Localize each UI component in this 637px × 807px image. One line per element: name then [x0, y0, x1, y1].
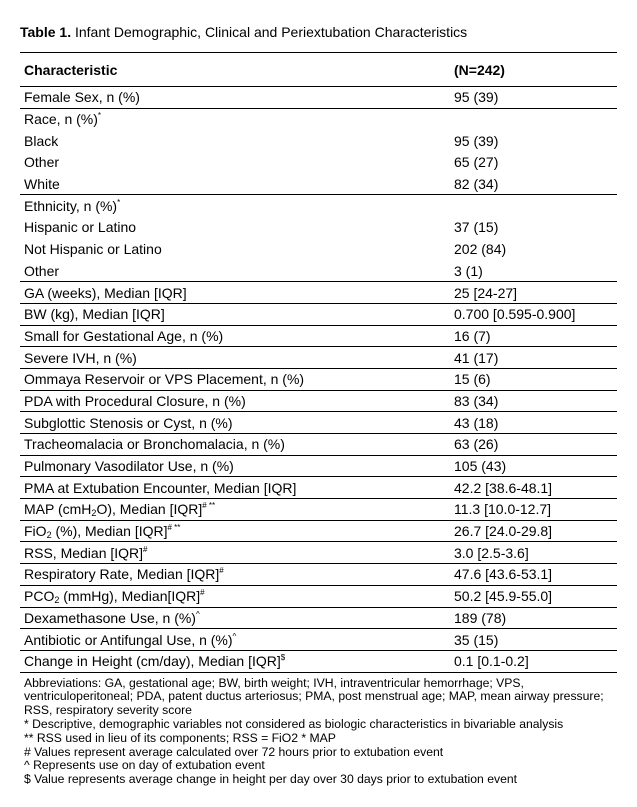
table-row	[20, 585, 617, 607]
row-label-text: Ethnicity, n (%)	[24, 198, 118, 215]
row-value	[450, 108, 617, 130]
row-label-text: Dexamethasone Use, n (%)	[24, 609, 196, 626]
table-row	[20, 499, 617, 521]
row-label	[20, 520, 450, 542]
row-value: 3.0 [2.5-3.6]	[450, 542, 617, 564]
row-label-text: Severe IVH, n (%)	[24, 349, 137, 366]
row-value: 50.2 [45.9-55.0]	[450, 585, 617, 607]
row-footnote-mark: #	[219, 566, 224, 576]
row-label	[20, 390, 450, 412]
row-value: 16 (7)	[450, 325, 617, 347]
row-label-text-rest: (mmHg), Median[IQR]	[59, 588, 201, 605]
row-label-text-rest: O), Median [IQR]	[96, 501, 203, 518]
row-footnote-mark: ^	[195, 609, 200, 619]
row-footnote-mark: #	[200, 588, 205, 598]
row-label-text: MAP (cmH	[24, 501, 92, 518]
row-label-text: GA (weeks), Median [IQR]	[24, 284, 187, 301]
table-row	[20, 347, 617, 369]
row-label-text: BW (kg), Median [IQR]	[24, 306, 165, 323]
table-row	[20, 542, 617, 564]
row-label	[20, 195, 450, 217]
row-label-text: Race, n (%)	[24, 111, 98, 128]
row-label	[20, 477, 450, 499]
table-row	[20, 564, 617, 586]
header-n: (N=242)	[450, 53, 617, 87]
row-value: 202 (84)	[454, 241, 507, 258]
row-label	[20, 108, 450, 130]
row-value: 37 (15)	[454, 219, 499, 236]
row-label-subscript: 2	[91, 508, 97, 519]
row-label	[20, 499, 450, 521]
row-label-text: RSS, Median [IQR]	[24, 544, 144, 561]
row-label	[20, 455, 450, 477]
row-footnote-mark: ^	[232, 631, 237, 641]
table-caption-label: Table 1.	[20, 24, 72, 40]
row-label	[20, 282, 450, 304]
row-label	[20, 434, 450, 456]
footnote-caret: ^ Represents use on day of extubation event	[24, 758, 265, 773]
row-footnote-mark: # **	[167, 523, 181, 533]
row-value: 26.7 [24.0-29.8]	[450, 520, 617, 542]
row-value: 65 (27)	[454, 154, 499, 171]
row-value: 189 (78)	[450, 607, 617, 629]
table-row	[20, 87, 617, 109]
row-value: 95 (39)	[454, 132, 499, 149]
row-value: 42.2 [38.6-48.1]	[450, 477, 617, 499]
characteristics-table	[20, 52, 617, 673]
row-label	[20, 217, 450, 239]
row-label-text: PDA with Procedural Closure, n (%)	[24, 392, 246, 409]
row-label-text: Pulmonary Vasodilator Use, n (%)	[24, 458, 234, 475]
table-body	[20, 87, 617, 673]
row-label	[20, 585, 450, 607]
footnote-abbreviations: Abbreviations: GA, gestational age; BW, birth weight; IVH, intraventricular hemorrhage; VPS, ventriculoperitoneal; PDA, patent ductus arteriosus; PMA, post menstrual age; MAP, mean airway pressure; RSS, respiratory severity score	[24, 675, 604, 718]
row-value: 35 (15)	[450, 629, 617, 651]
row-value: 47.6 [43.6-53.1]	[450, 564, 617, 586]
table-row	[20, 217, 617, 239]
footnote-hash: # Values represent average calculated over 72 hours prior to extubation event	[24, 744, 444, 759]
table-row	[20, 238, 617, 260]
row-label	[20, 368, 450, 390]
row-label-text: Antibiotic or Antifungal Use, n (%)	[24, 631, 233, 648]
table-row	[20, 434, 617, 456]
row-label	[20, 303, 450, 325]
row-label	[20, 412, 450, 434]
footnote-star: * Descriptive, demographic variables not considered as biologic characteristics in bivariable analysis	[24, 716, 564, 731]
row-label-text: Small for Gestational Age, n (%)	[24, 327, 224, 344]
row-label-subscript: 2	[54, 595, 60, 606]
table-caption	[20, 22, 617, 42]
row-value: 63 (26)	[450, 434, 617, 456]
row-value	[450, 195, 617, 217]
row-value: 0.1 [0.1-0.2]	[450, 650, 617, 672]
table-row	[20, 173, 617, 195]
row-value: 25 [24-27]	[450, 282, 617, 304]
row-label	[20, 260, 450, 282]
table-row	[20, 368, 617, 390]
table-row	[20, 607, 617, 629]
table-row	[20, 390, 617, 412]
table-row	[20, 130, 617, 152]
row-label	[20, 650, 450, 672]
row-label	[20, 607, 450, 629]
row-label-subscript: 2	[46, 530, 52, 541]
row-value: 11.3 [10.0-12.7]	[450, 499, 617, 521]
footnote-dollar: $ Value represents average change in height per day over 30 days prior to extubation event	[24, 772, 518, 787]
row-label	[20, 564, 450, 586]
row-label-text: Change in Height (cm/day), Median [IQR]	[24, 653, 281, 670]
row-label-text: FiO	[24, 523, 47, 540]
row-label-text: Subglottic Stenosis or Cyst, n (%)	[24, 414, 233, 431]
header-characteristic: Characteristic	[20, 53, 450, 87]
row-label-text-rest: (%), Median [IQR]	[51, 523, 168, 540]
table-row	[20, 195, 617, 217]
row-value: 3 (1)	[450, 260, 617, 282]
document	[20, 22, 617, 787]
row-label-text: Female Sex, n (%)	[24, 89, 140, 106]
row-footnote-mark: *	[97, 111, 102, 121]
table-row	[20, 303, 617, 325]
table-row	[20, 650, 617, 672]
row-value: 82 (34)	[450, 173, 617, 195]
table-row	[20, 477, 617, 499]
table-row	[20, 152, 617, 174]
row-label-text: Other	[24, 154, 60, 171]
row-label-text: Ommaya Reservoir or VPS Placement, n (%)	[24, 371, 305, 388]
row-footnote-mark: # **	[202, 501, 216, 511]
table-caption-text: Infant Demographic, Clinical and Periextubation Characteristics	[71, 24, 468, 40]
table-row	[20, 325, 617, 347]
row-label	[20, 238, 450, 260]
row-value: 95 (39)	[450, 87, 617, 109]
row-value: 41 (17)	[450, 347, 617, 369]
row-label	[20, 152, 450, 174]
row-label-text: Respiratory Rate, Median [IQR]	[24, 566, 220, 583]
row-label	[20, 130, 450, 152]
table-header-row	[20, 53, 617, 87]
table-row	[20, 282, 617, 304]
row-value: 105 (43)	[450, 455, 617, 477]
table-row	[20, 412, 617, 434]
row-footnote-mark: $	[280, 653, 286, 663]
table-row	[20, 455, 617, 477]
table-row	[20, 108, 617, 130]
table-row	[20, 260, 617, 282]
row-label-text: Tracheomalacia or Bronchomalacia, n (%)	[24, 436, 285, 453]
row-label-text: White	[24, 175, 60, 192]
row-label-text: Other	[24, 262, 60, 279]
row-label	[20, 325, 450, 347]
row-label	[20, 629, 450, 651]
row-label-text: Black	[24, 132, 59, 149]
row-label-text: PMA at Extubation Encounter, Median [IQR]	[24, 479, 297, 496]
row-label	[20, 542, 450, 564]
table-footnotes	[20, 677, 617, 787]
row-footnote-mark: *	[117, 198, 121, 208]
footnote-double-star: ** RSS used in lieu of its components; RSS = FiO2 * MAP	[24, 730, 336, 745]
row-label-text: PCO	[24, 588, 55, 605]
row-value: 83 (34)	[450, 390, 617, 412]
row-label	[20, 173, 450, 195]
row-footnote-mark: #	[143, 544, 148, 554]
row-value: 0.700 [0.595-0.900]	[450, 303, 617, 325]
row-value: 15 (6)	[450, 368, 617, 390]
table-row	[20, 629, 617, 651]
row-value: 43 (18)	[450, 412, 617, 434]
row-label-text: Not Hispanic or Latino	[24, 241, 162, 258]
row-label-text: Hispanic or Latino	[24, 219, 137, 236]
row-label	[20, 347, 450, 369]
table-row	[20, 520, 617, 542]
row-label	[20, 87, 450, 109]
